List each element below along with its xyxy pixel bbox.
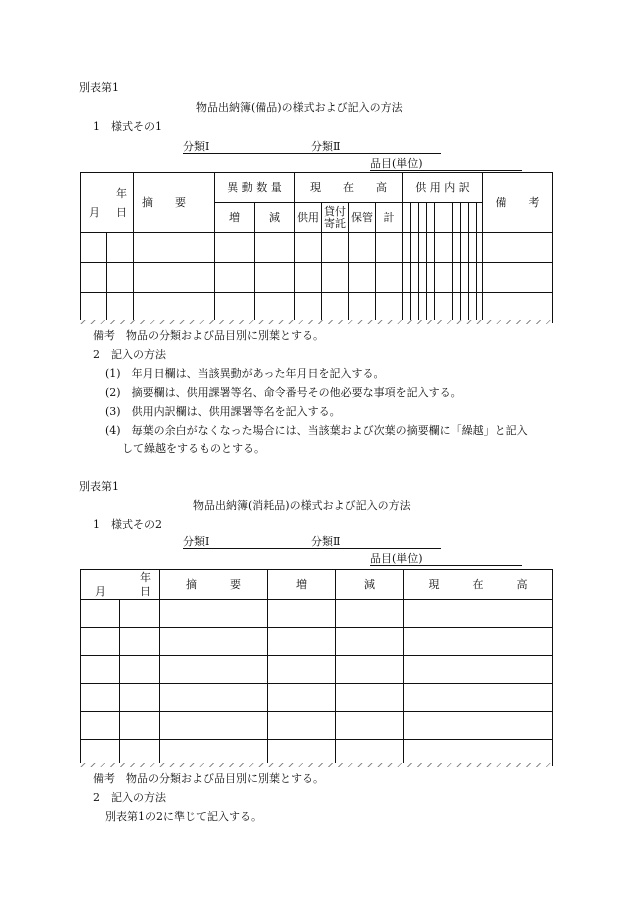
- class2-label-1: 分類Ⅱ: [311, 140, 341, 153]
- kashitsuke-header: 貸付 寄託: [322, 203, 349, 233]
- kyoyo-header: 供用: [295, 203, 322, 233]
- dec-header: 減: [255, 203, 295, 233]
- uchiwake-line: [476, 202, 477, 322]
- tear-edge-2: [80, 763, 552, 767]
- day-header-2: 日: [140, 585, 151, 598]
- date-header: [81, 173, 134, 233]
- method-item-3: (3) 供用内訳欄は、供用課署等名を記入する。: [105, 405, 341, 418]
- uchiwake-line: [468, 202, 469, 322]
- form-title-1: 物品出納簿(備品)の様式および記入の方法: [196, 101, 403, 114]
- item-unit-label-1: 品目(単位): [370, 157, 423, 170]
- method-text-2: 別表第1の2に準じて記入する。: [105, 810, 262, 823]
- form-label-1: 1 様式その1: [93, 120, 162, 133]
- method-heading-1: 2 記入の方法: [93, 348, 166, 361]
- uchiwake-line: [426, 202, 427, 322]
- month-header: 月: [89, 206, 100, 219]
- tekiyo-header-2: 摘 要: [160, 570, 268, 600]
- method-item-4: (4) 毎葉の余白がなくなった場合には、当該葉および次葉の摘要欄に「繰越」と記入: [105, 424, 528, 437]
- date-header-2: [81, 570, 160, 600]
- month-header-2: 月: [95, 585, 106, 598]
- tear-edge-1: [80, 320, 552, 324]
- uchiwake-line: [410, 202, 411, 322]
- genzaidaka-header: 現 在 高: [295, 173, 403, 203]
- class1-label-2: 分類Ⅰ: [183, 535, 210, 548]
- uchiwake-line: [452, 202, 453, 322]
- year-header: 年: [116, 187, 127, 200]
- uchiwake-line: [460, 202, 461, 322]
- dec-header-2: 減: [336, 570, 404, 600]
- biko-header: 備 考: [483, 173, 553, 233]
- uchiwake-line: [434, 202, 435, 322]
- form-title-2: 物品出納簿(消耗品)の様式および記入の方法: [193, 499, 411, 512]
- form-label-2: 1 様式その2: [93, 518, 162, 531]
- kyoyo-sub-cells: [403, 203, 483, 233]
- inc-header-2: 増: [268, 570, 336, 600]
- class1-label-1: 分類Ⅰ: [183, 140, 210, 153]
- year-header-2: 年: [140, 571, 151, 584]
- day-header: 日: [116, 206, 127, 219]
- ledger-table-consumables: [80, 569, 553, 766]
- genzaidaka-header-2: 現 在 高: [404, 570, 553, 600]
- method-item-1: (1) 年月日欄は、当該異動があった年月日を記入する。: [105, 367, 385, 380]
- item-unit-label-2: 品目(単位): [370, 552, 423, 565]
- note-1: 備考 物品の分類および品目別に別葉とする。: [93, 329, 324, 342]
- uchiwake-line: [418, 202, 419, 322]
- ledger-table-fixtures: [80, 172, 553, 323]
- kei-header: 計: [376, 203, 403, 233]
- kyoyo-uchiwake-header: 供 用 内 訳: [403, 173, 483, 203]
- item-underline-2: [370, 565, 522, 566]
- tekiyo-header: 摘 要: [134, 173, 215, 233]
- method-heading-2: 2 記入の方法: [93, 791, 166, 804]
- appendix-label-1: 別表第1: [79, 81, 119, 94]
- item-underline-1: [370, 170, 522, 171]
- appendix-label-2: 別表第1: [79, 480, 119, 493]
- hokan-header: 保管: [349, 203, 376, 233]
- method-item-4-cont: して繰越をするものとする。: [122, 442, 265, 455]
- inc-header: 増: [215, 203, 255, 233]
- method-item-2: (2) 摘要欄は、供用課署等名、命令番号その他必要な事項を記入する。: [105, 386, 462, 399]
- class2-label-2: 分類Ⅱ: [311, 535, 341, 548]
- note-2: 備考 物品の分類および品目別に別葉とする。: [93, 772, 324, 785]
- change-qty-header: 異 動 数 量: [215, 173, 295, 203]
